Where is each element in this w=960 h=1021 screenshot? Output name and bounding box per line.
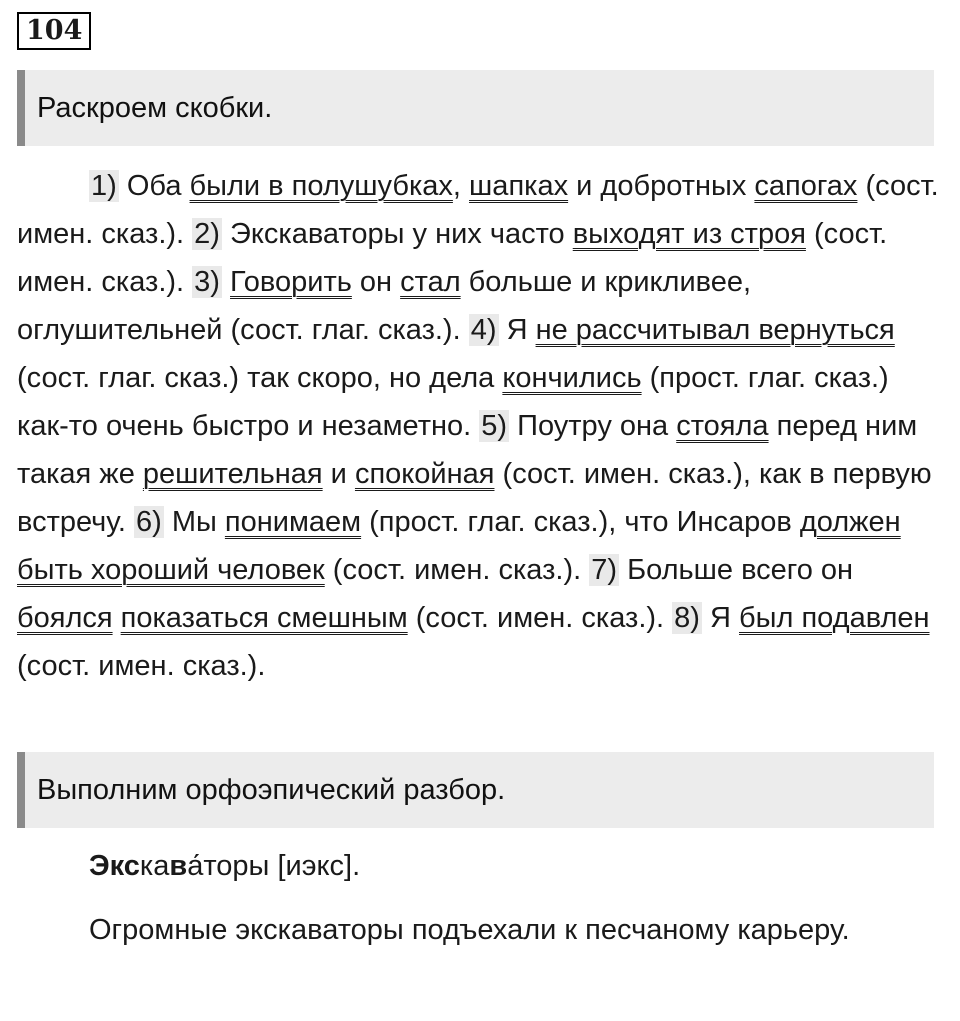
sentence-text: и добротных <box>568 170 755 202</box>
sentence-text: (сост. глаг. сказ.) так скоро, но дела <box>17 362 503 394</box>
predicate: боялся <box>17 602 113 634</box>
sentence-text: (сост. имен. сказ.). <box>17 218 888 298</box>
sentence-text: (сост. имен. сказ.). <box>407 602 673 634</box>
example-sentence: Огромные экскаваторы подъехали к песчаному карьеру. <box>89 914 850 946</box>
section-title-brackets: Раскроем скобки. <box>17 70 934 146</box>
predicate: Говорить <box>230 266 352 298</box>
sentence-text: Я <box>506 314 536 346</box>
sentence-text: Экскаваторы у них часто <box>230 218 573 250</box>
word-part: а́ <box>187 850 204 882</box>
predicate: был подавлен <box>739 602 930 634</box>
sentence-number: 6) <box>135 506 162 538</box>
predicate: были в полушубках <box>189 170 453 202</box>
sentence-text: (сост. имен. сказ.). <box>17 650 266 682</box>
sentence-text: (сост. имен. сказ.). <box>17 170 939 250</box>
word-part: торы <box>203 850 270 882</box>
predicate: спокойная <box>354 458 495 490</box>
sentence-text: Я <box>710 602 740 634</box>
predicate: сапогах <box>754 170 858 202</box>
transcription: [иэкс]. <box>269 850 361 882</box>
sentence-text: (прост. глаг. сказ.), что Инсаров <box>361 506 800 538</box>
word-part: ка <box>139 850 170 882</box>
word-part: Экс <box>89 850 140 882</box>
exercise-answer-paragraph <box>17 162 947 690</box>
sentence-number: 1) <box>91 170 117 202</box>
section-title-orthoepic: Выполним орфоэпический разбор. <box>17 752 934 828</box>
sentence-text <box>113 602 121 634</box>
predicate: понимаем <box>224 506 362 538</box>
predicate: решительная <box>142 458 323 490</box>
predicate: стал <box>400 266 461 298</box>
sentence-text: Мы <box>171 506 225 538</box>
sentence-number: 8) <box>674 602 700 634</box>
predicate: не рассчитывал вернуться <box>535 314 895 346</box>
predicate: шапках <box>469 170 569 202</box>
sentence-text: Больше всего он <box>627 554 854 586</box>
orthoepic-analysis <box>17 842 947 890</box>
sentence-text: больше и крикливее, оглушительней (сост. глаг. сказ.). <box>17 266 752 346</box>
sentence-text: он <box>351 266 401 298</box>
exercise-number: 104 <box>17 12 91 50</box>
predicate: выходят из строя <box>572 218 806 250</box>
sentence-text: (сост. имен. сказ.). <box>324 554 590 586</box>
word-part: в <box>169 850 188 882</box>
predicate: кончились <box>502 362 642 394</box>
predicate: стояла <box>676 410 769 442</box>
sentence-number: 7) <box>591 554 618 586</box>
sentence-text: Поутру она <box>517 410 677 442</box>
sentence-number: 5) <box>481 410 508 442</box>
predicate: должен быть хороший человек <box>17 506 901 586</box>
sentence-number: 4) <box>470 314 497 346</box>
sentence-text: Оба <box>126 170 190 202</box>
sentence-text: (сост. имен. сказ.), как в первую встречу. <box>17 458 932 538</box>
sentence-text: , <box>452 170 470 202</box>
sentence-number: 2) <box>194 218 220 250</box>
sentence-text: и <box>322 458 355 490</box>
predicate: показаться смешным <box>120 602 408 634</box>
sentence-text: перед ним такая же <box>17 410 918 490</box>
sentence-number: 3) <box>194 266 220 298</box>
sentence-text: (прост. глаг. сказ.) как-то очень быстро и незаметно. <box>17 362 889 442</box>
